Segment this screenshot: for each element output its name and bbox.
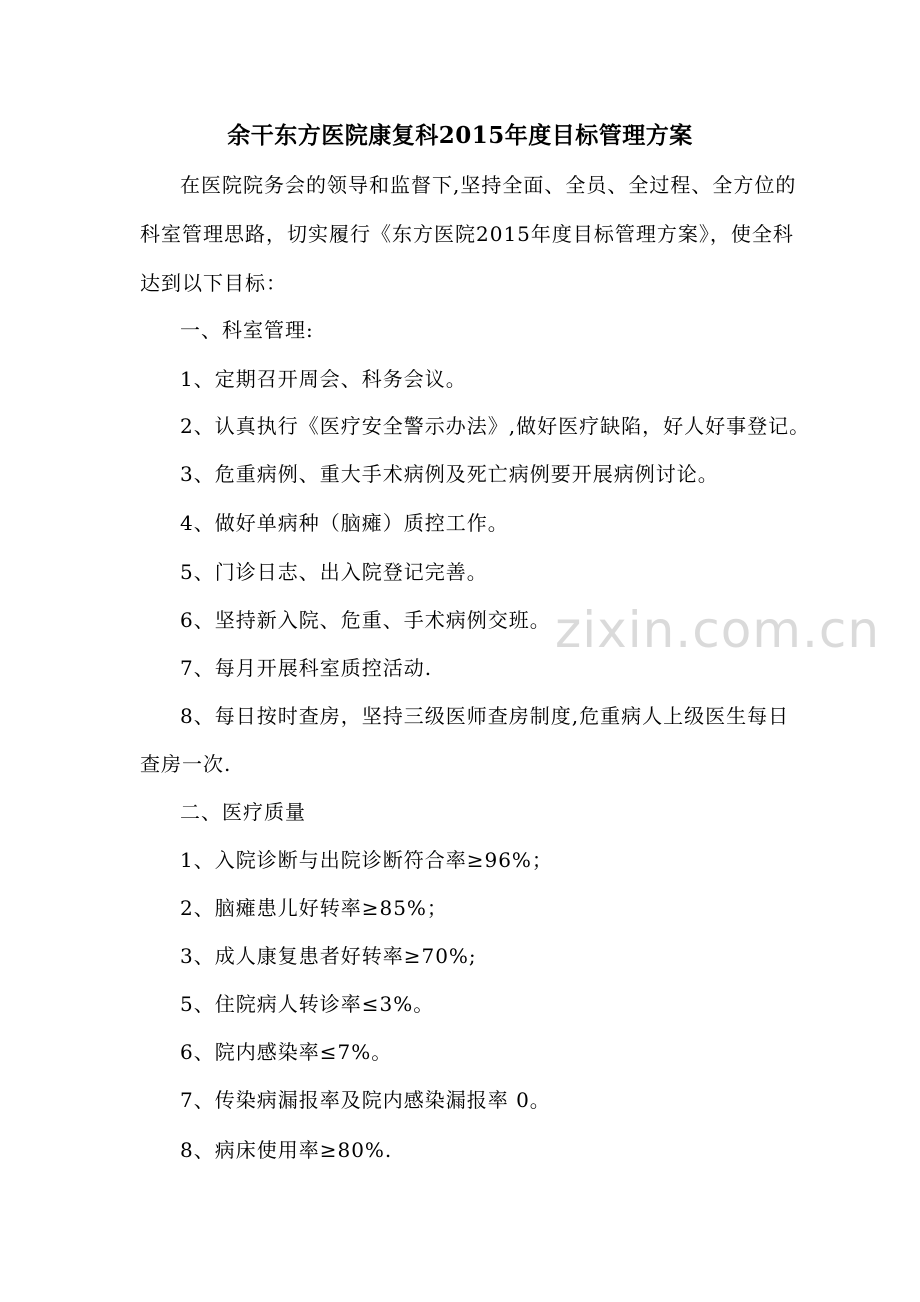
- section-2-item: 3、成人康复患者好转率≥70%;: [180, 944, 477, 968]
- section-2-heading: 二、医疗质量: [180, 800, 306, 824]
- section-1-item: 3、危重病例、重大手术病例及死亡病例要开展病例讨论。: [180, 462, 719, 486]
- section-2-item: 2、脑瘫患儿好转率≥85%；: [180, 896, 448, 920]
- watermark-text: zixin.com.cn: [555, 601, 881, 659]
- intro-line-1: 在医院院务会的领导和监督下,坚持全面、全员、全过程、全方位的: [180, 173, 797, 197]
- section-2-item: 7、传染病漏报率及院内感染漏报率 0。: [180, 1088, 551, 1112]
- section-2-item: 8、病床使用率≥80%.: [180, 1138, 393, 1162]
- section-2-item: 5、住院病人转诊率≤3%。: [180, 992, 435, 1016]
- section-1-item-8-line-1: 8、每日按时查房，坚持三级医师查房制度,危重病人上级医生每日: [180, 704, 790, 728]
- section-1-heading: 一、科室管理:: [180, 318, 314, 342]
- section-1-item: 2、认真执行《医疗安全警示办法》,做好医疗缺陷，好人好事登记。: [180, 414, 811, 438]
- intro-line-2: 科室管理思路，切实履行《东方医院2015年度目标管理方案》，使全科: [140, 222, 794, 246]
- section-1-item: 7、每月开展科室质控活动.: [180, 656, 433, 680]
- section-2-item: 1、入院诊断与出院诊断符合率≥96%；: [180, 848, 553, 872]
- section-1-item-8-line-2: 查房一次.: [140, 752, 232, 776]
- section-1-item: 4、做好单病种（脑瘫）质控工作。: [180, 511, 509, 535]
- section-1-item: 6、坚持新入院、危重、手术病例交班。: [180, 608, 551, 632]
- section-1-item: 5、门诊日志、出入院登记完善。: [180, 560, 488, 584]
- section-2-item: 6、院内感染率≤7%。: [180, 1040, 393, 1064]
- intro-line-3: 达到以下目标：: [140, 271, 287, 295]
- section-1-item: 1、定期召开周会、科务会议。: [180, 367, 467, 391]
- document-title: 余干东方医院康复科2015年度目标管理方案: [227, 122, 693, 149]
